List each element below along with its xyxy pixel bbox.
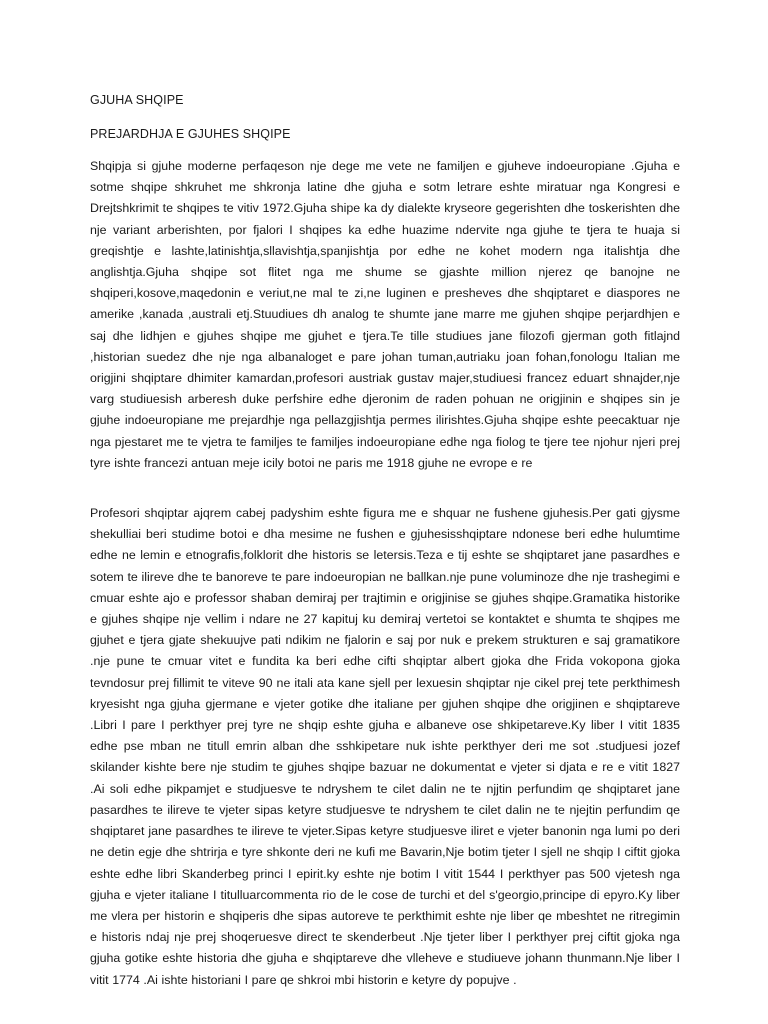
paragraph-origin: Shqipja si gjuhe moderne perfaqeson nje dege me vete ne familjen e gjuheve indoeuropiane .Gjuha e sotme shqipe shkruhet me shkronja latine dhe gjuha e sotm letrare eshte miratuar nga Kongresi e Drejtshkrimit te shqipes te vitiv 1972.Gjuha shipe ka dy dialekte kryseore gegerishten dhe toskerishten dhe nje variant arberishten, por fjalori I shqipes ka edhe huazime ndervite nga gjuhe te tjera te huaja si greqishtje e lashte,latinishtja,sllavishtja,spanjishtja por edhe ne kohet modern nga italishtja dhe anglishtja.Gjuha shqipe sot flitet nga me shume se gjashte million njerez qe banojne ne shqiperi,kosove,maqedonin e veriut,ne mal te zi,ne luginen e presheves dhe shqiptaret e diaspores ne amerike ,kanada ,australi etj.Stuudiues dh analog te shumte jane marre me gjuhen shqipe perjardhjen e saj dhe lidhjen e gjuhes shqipe me gjuhet e tjera.Te tille studiues jane filozofi gjerman goth fitlajnd ,historian suedez dhe nje nga albanaloget e pare johan tuman,autriaku joan fohan,fonologu Italian me origjini shqiptare dhimiter kamardan,profesori austriak gustav majer,studiuesi francez eduart shnajder,nje varg studiuesish arberesh duke perfshire edhe djeronim de raden pohuan ne origjinin e shqipes sin je gjuhe indoeuropiane me prejardhje nga pellazgjishtja permes ilirishtes.Gjuha shqipe eshte peecaktuar nje nga pjestaret me te vjetra te familjes te familjes indoeuropiane edhe nga fiolog te tjere tee njohur njeri prej tyre ishte francezi antuan meje icily botoi ne paris me 1918 gjuhe ne evrope e re (90, 159, 680, 470)
document-page (90, 92, 680, 991)
document-title: GJUHA SHQIPE (90, 93, 184, 107)
document-subtitle: PREJARDHJA E GJUHES SHQIPE (90, 127, 291, 141)
paragraph-scholars: Profesori shqiptar ajqrem cabej padyshim eshte figura me e shquar ne fushene gjuhesis.Per gati gjysme shekulliai beri studime botoi e dha mesime ne fushen e gjuhesisshqiptare ndonese beri edhe hulumtime edhe ne lemin e etnografis,folklorit dhe historis se letersis.Teza e tij eshte se shqiptaret jane pasardhes e sotem te ilireve dhe te banoreve te pare indoeuropian ne ballkan.nje pune voluminoze dhe nje trashegimi e cmuar eshte ajo e professor shaban demiraj per trajtimin e origjinise se gjuhes shqipe.Gramatika historike e gjuhes shqipe nje vellim i ndare ne 27 kapituj ku demiraj vertetoi se kontaktet e shumta te shqipes me gjuhet e tjera gjate shekuujve pati ndikim ne fjalorin e saj por nuk e prekem strukturen e saj gramatikore .nje pune te cmuar vitet e fundita ka beri edhe cifti shqiptar albert gjoka dhe Frida vokopona gjoka tevndosur prej fillimit te viteve 90 ne itali ata kane sjell per lexuesin shqiptar nje cikel prej tete perkthimesh kryesisht nga gjuha gjermane e vjeter gotike dhe italiane per gjuhen shqipe dhe origjinen e shqiptareve .Libri I pare I perkthyer prej tyre ne shqip eshte gjuha e albaneve ose shkipetareve.Ky liber I vitit 1835 edhe pse mban ne titull emrin alban dhe sshkipetare nuk ishte perkthyer deri me sot .studjuesi jozef skilander kishte bere nje studim te gjuhes shqipe bazuar ne dokumentat e vjeter si djata e re e vitit 1827 .Ai soli edhe pikpamjet e studjuesve te ndryshem te cilet dalin ne te njjtin perfundim qe shqiptaret jane pasardhes te ilireve te vjeter sipas ketyre studjuesve te ndryshem te cilet dalin ne te njejtin perfundim qe shqiptaret jane pasardhes te ilireve te vjeter.Sipas ketyre studjuesve iliret e vjeter banonin nga lumi po deri ne detin egje dhe shtrirja e tyre shkonte deri ne kufi me Bavarin,Nje botim tjeter I sjell ne shqip I ciftit gjoka eshte edhe libri Skanderbeg princi I epirit.ky eshte nje botim I vitit 1544 I perkthyer pas 500 vjetesh nga gjuha e vjeter italiane I titulluarcommenta rio de le cose de turchi et del s'georgio,principe di epyro.Ky liber me vlera per historin e shqiperis dhe sipas autoreve te perkthimit eshte nje liber qe mbeshtet ne ritregimin e historis ndaj nje prej shoqeruesve direct te skenderbeut .Nje tjeter liber I perkthyer prej ciftit gjoka nga gjuha gotike eshte historia dhe gjuha e shqiptareve dhe vlleheve e studiueve johann thunmann.Nje liber I vitit 1774 .Ai ishte historiani I pare qe shkroi mbi historin e ketyre dy popujve . (90, 506, 680, 987)
